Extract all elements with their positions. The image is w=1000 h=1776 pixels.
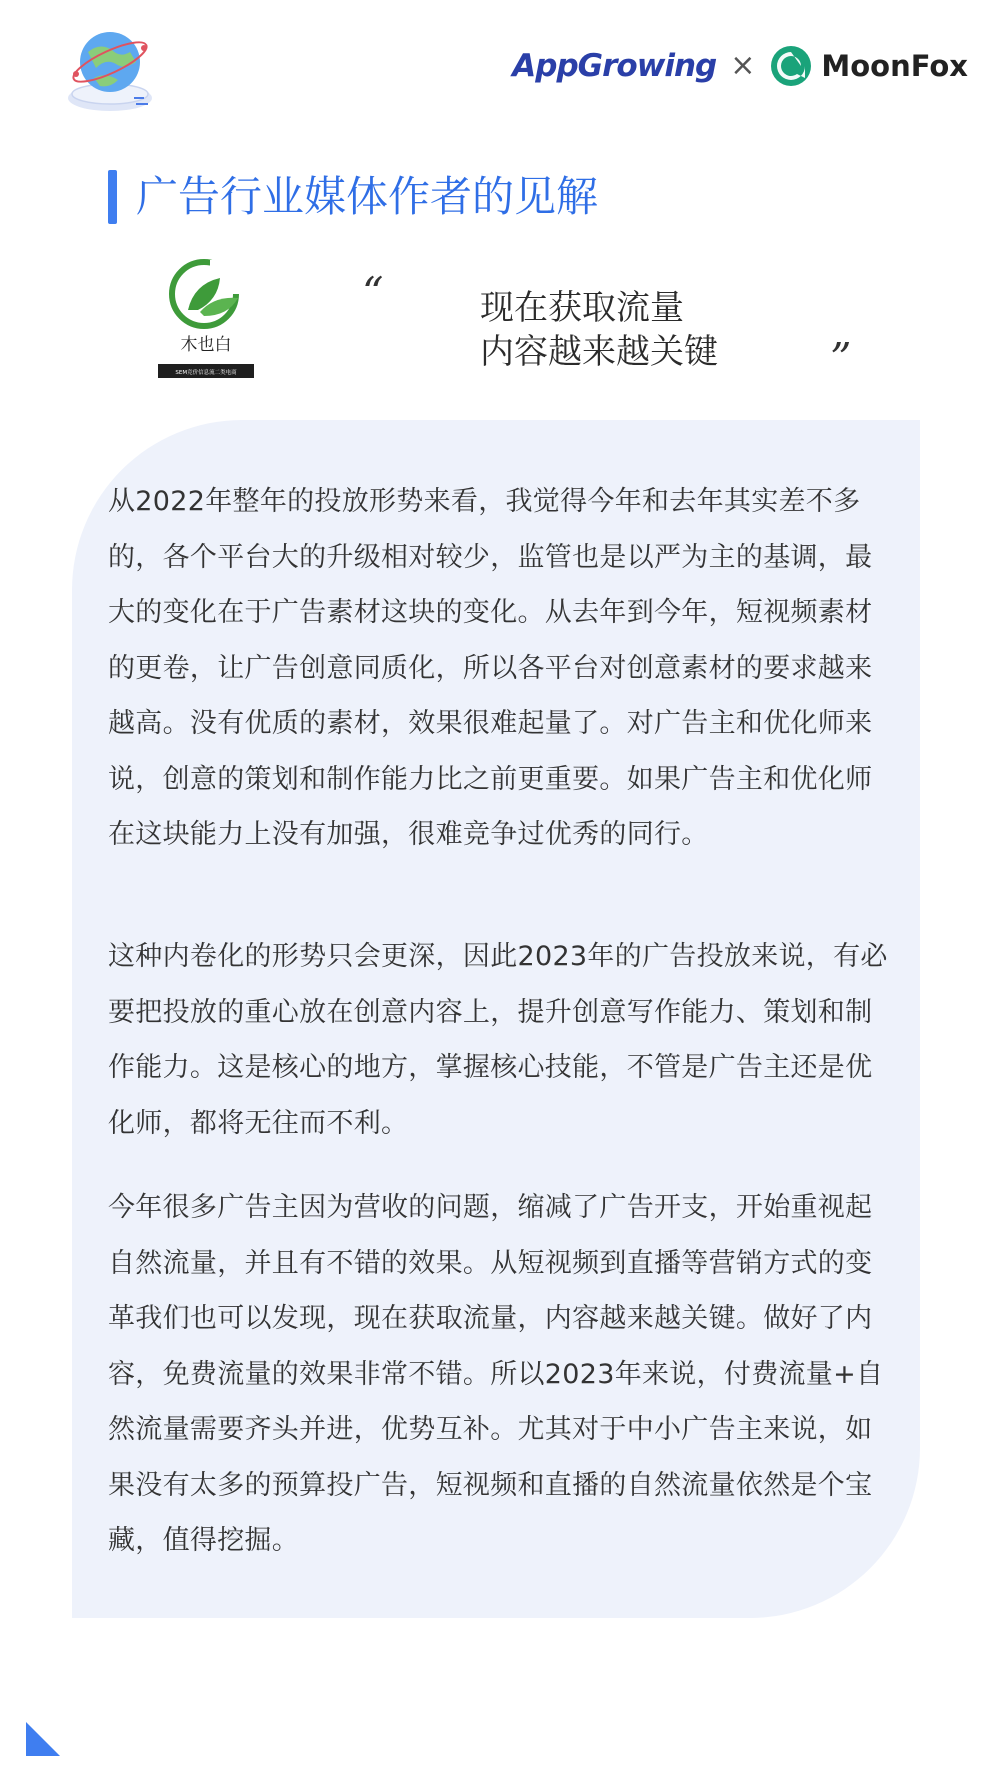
moonfox-wordmark: MoonFox (821, 49, 968, 83)
author-logo (158, 258, 254, 380)
brand-separator: × (730, 48, 756, 83)
author-logo-text: 木也白 (180, 335, 232, 355)
section-title-accent-bar (108, 170, 117, 224)
appgrowing-logo: AppGrowing (512, 48, 717, 84)
quote-open-mark: “ (362, 268, 384, 317)
brand-row (512, 44, 968, 88)
author-logo-caption: SEM竞价信息流二类电商 (175, 370, 237, 376)
body-paragraph-1: 从2022年整年的投放形势来看，我觉得今年和去年其实差不多的，各个平台大的升级相对较少，监管也是以严为主的基调，最大的变化在于广告素材这块的变化。从去年到今年，短视频素材的更卷，让广告创意同质化，所以各平台对创意素材的要求越来越高。没有优质的素材，效果很难起量了。对广告主和优化师来说，创意的策划和制作能力比之前更重要。如果广告主和优化师在这块能力上没有加强，很难竞争过优秀的同行。 (108, 486, 873, 850)
globe-icon (60, 18, 160, 118)
body-paragraph-2: 这种内卷化的形势只会更深，因此2023年的广告投放来说，有必要把投放的重心放在创意内容上，提升创意写作能力、策划和制作能力。这是核心的地方，掌握核心技能，不管是广告主还是优化师，都将无往而不利。 (108, 941, 888, 1139)
quote-line-2: 内容越来越关键 (480, 332, 718, 372)
body-paragraph-3: 今年很多广告主因为营收的问题，缩减了广告开支，开始重视起自然流量，并且有不错的效果。从短视频到直播等营销方式的变革我们也可以发现，现在获取流量，内容越来越关键。做好了内容，免费流量的效果非常不错。所以2023年来说，付费流量+自然流量需要齐头并进，优势互补。尤其对于中小广告主来说，如果没有太多的预算投广告，短视频和直播的自然流量依然是个宝藏，值得挖掘。 (108, 1192, 884, 1556)
quote-line-1: 现在获取流量 (480, 288, 684, 328)
quote-close-mark: ” (830, 334, 852, 383)
moonfox-logo-icon (769, 44, 813, 88)
section-title: 广告行业媒体作者的见解 (136, 172, 599, 221)
corner-triangle-decoration (26, 1722, 60, 1756)
moonfox-logo (769, 44, 968, 88)
